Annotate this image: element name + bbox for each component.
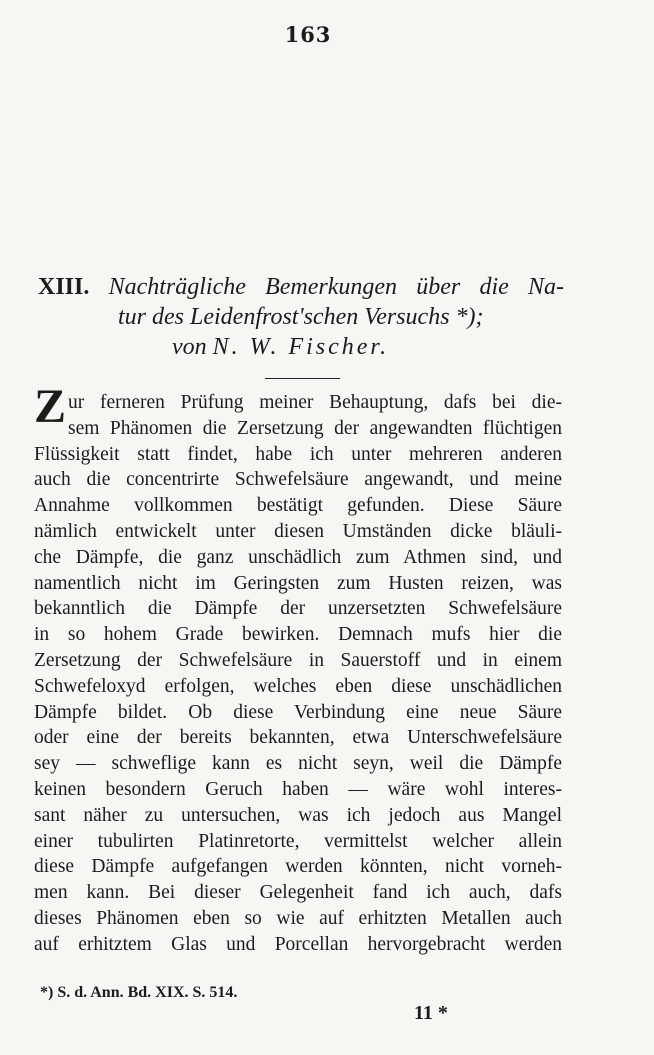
text-line: auch die concentrirte Schwefelsäure angewandt, und meine	[34, 469, 562, 491]
title-part-2: tur des Leidenfrost'schen Versuchs *);	[118, 304, 484, 330]
page-number: 163	[284, 22, 332, 47]
signature-mark: 11 *	[414, 1002, 448, 1024]
text-line: oder eine der bereits bekannten, etwa Unterschwefelsäure	[34, 727, 562, 749]
text-line: sey — schweflige kann es nicht seyn, weil die Dämpfe	[34, 753, 562, 775]
text-line: che Dämpfe, die ganz unschädlich zum Athmen sind, und	[34, 546, 562, 568]
text-line: Zur ferneren Prüfung meiner Behauptung, dafs bei die-	[34, 380, 562, 433]
body-text	[34, 380, 562, 958]
drop-cap: Z	[34, 380, 67, 433]
text-line: diese Dämpfe aufgefangen werden könnten, nicht vorneh-	[34, 856, 562, 878]
text-line: Annahme vollkommen bestätigt gefunden. Diese Säure	[34, 495, 562, 517]
heading-line-3	[38, 332, 564, 362]
text-line: sem Phänomen die Zersetzung der angewandten flüchtigen	[68, 417, 562, 439]
text-line: Dämpfe bildet. Ob diese Verbindung eine neue Säure	[34, 701, 562, 723]
text-line: nämlich entwickelt unter diesen Umständen dicke bläuli-	[34, 520, 562, 542]
text-line: sant näher zu untersuchen, was ich jedoch aus Mangel	[34, 804, 562, 826]
section-number: XIII.	[38, 274, 90, 300]
text-line: keinen besondern Geruch haben — wäre wohl interes-	[34, 778, 562, 800]
text-line: namentlich nicht im Geringsten zum Husten reizen, was	[34, 572, 562, 594]
text-line: men kann. Bei dieser Gelegenheit fand ich auch, dafs	[34, 882, 562, 904]
text-line: bekanntlich die Dämpfe der unzersetzten Schwefelsäure	[34, 598, 562, 620]
heading-line-1	[38, 272, 564, 302]
title-part-1: Nachträgliche Bemerkungen über die Na-	[108, 274, 565, 300]
text-line: einer tubulirten Platinretorte, vermittelst welcher allein	[34, 830, 562, 852]
section-divider	[265, 378, 340, 379]
text-line: Zersetzung der Schwefelsäure in Sauerstoff und in einem	[34, 649, 562, 671]
text-line: Schwefeloxyd erfolgen, welches eben diese unschädlichen	[34, 675, 562, 697]
text-line: Flüssigkeit statt findet, habe ich unter mehreren anderen	[34, 443, 562, 465]
text-line: in so hohem Grade bewirken. Demnach mufs hier die	[34, 624, 562, 646]
text-line: dieses Phänomen eben so wie auf erhitzten Metallen auch	[34, 907, 562, 929]
article-heading	[38, 272, 564, 362]
author-prefix: von	[172, 334, 207, 360]
text-line: auf erhitztem Glas und Porcellan hervorgebracht werden	[34, 933, 562, 955]
author-name: N. W. Fischer.	[212, 334, 390, 360]
footnote: *) S. d. Ann. Bd. XIX. S. 514.	[40, 984, 238, 1001]
